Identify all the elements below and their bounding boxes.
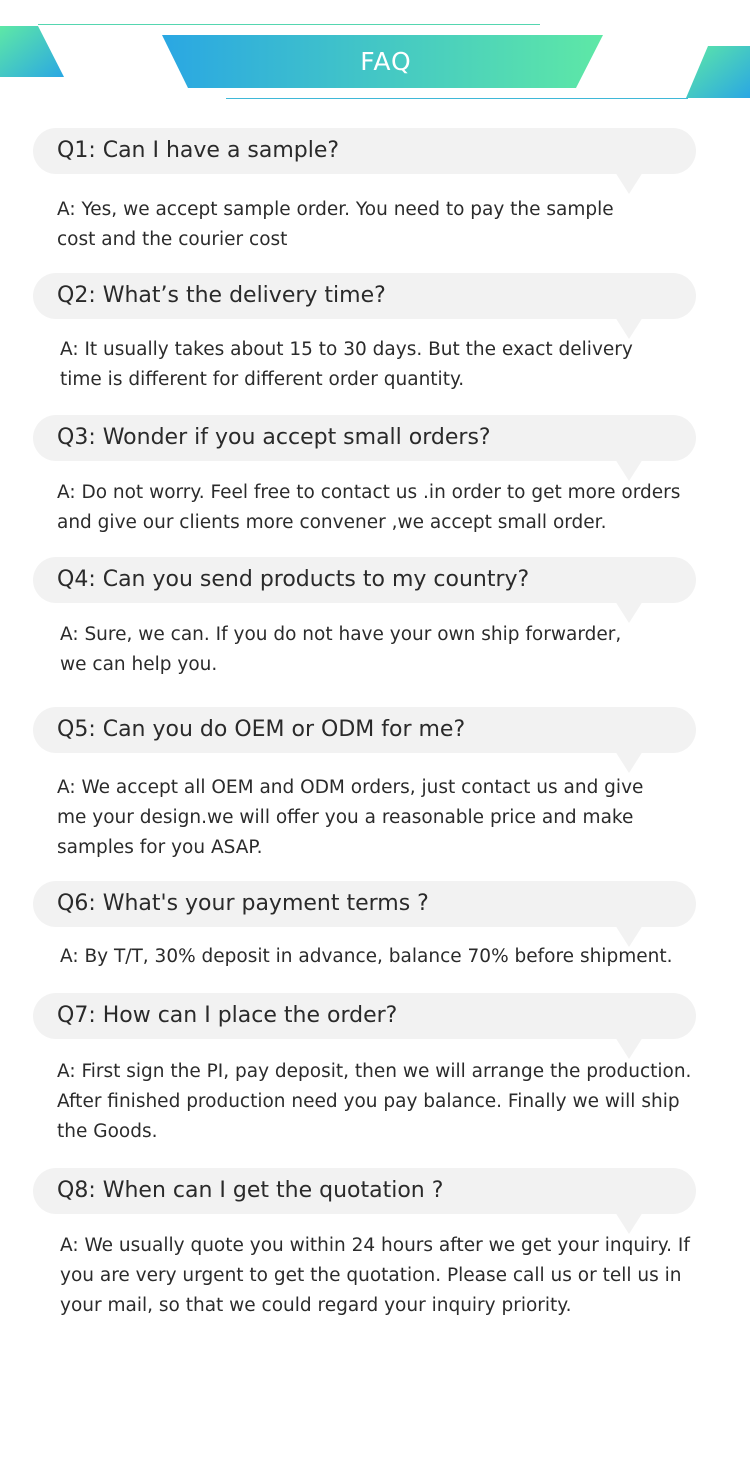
- faq-answer-6: [60, 942, 720, 972]
- faq-question-text: Q8: When can I get the quotation ?: [57, 1178, 444, 1203]
- faq-answer-line: A: Sure, we can. If you do not have your own ship forwarder,: [60, 624, 622, 645]
- faq-question-text: Q6: What's your payment terms ?: [57, 891, 429, 916]
- faq-question-6: [33, 881, 696, 927]
- faq-question-text: Q1: Can I have a sample?: [57, 138, 340, 163]
- faq-answer-line: we can help you.: [60, 654, 218, 675]
- faq-answer-line: A: We accept all OEM and ODM orders, just contact us and give: [57, 777, 644, 798]
- faq-question-text: Q3: Wonder if you accept small orders?: [57, 425, 491, 450]
- faq-answer-8: [60, 1231, 720, 1321]
- faq-answer-line: After finished production need you pay balance. Finally we will ship: [57, 1091, 680, 1112]
- faq-answer-2: [60, 335, 720, 395]
- faq-answer-3: [57, 478, 717, 538]
- faq-question-text: Q4: Can you send products to my country?: [57, 567, 530, 592]
- faq-question-3: [33, 415, 696, 461]
- faq-answer-line: your mail, so that we could regard your inquiry priority.: [60, 1295, 572, 1316]
- faq-question-text: Q2: What’s the delivery time?: [57, 283, 386, 308]
- faq-answer-line: and give our clients more convener ,we accept small order.: [57, 512, 607, 533]
- faq-answer-5: [57, 773, 717, 863]
- banner-right-shape: [686, 46, 750, 98]
- banner-left-shape: [0, 26, 64, 77]
- faq-answer-line: A: Do not worry. Feel free to contact us .in order to get more orders: [57, 482, 681, 503]
- faq-banner: [0, 0, 750, 110]
- faq-question-5: [33, 707, 696, 753]
- faq-question-8: [33, 1168, 696, 1214]
- faq-answer-line: the Goods.: [57, 1121, 158, 1142]
- faq-question-7: [33, 993, 696, 1039]
- faq-answer-line: A: Yes, we accept sample order. You need to pay the sample: [57, 199, 614, 220]
- faq-answer-line: A: By T/T, 30% deposit in advance, balance 70% before shipment.: [60, 946, 673, 967]
- page-title: FAQ: [360, 47, 412, 76]
- faq-answer-line: A: We usually quote you within 24 hours after we get your inquiry. If: [60, 1235, 690, 1256]
- faq-answer-line: me your design.we will offer you a reasonable price and make: [57, 807, 634, 828]
- faq-answer-line: time is different for different order quantity.: [60, 369, 465, 390]
- faq-question-text: Q5: Can you do OEM or ODM for me?: [57, 717, 466, 742]
- faq-answer-1: [57, 195, 717, 255]
- faq-answer-line: samples for you ASAP.: [57, 837, 263, 858]
- faq-answer-line: A: It usually takes about 15 to 30 days. But the exact delivery: [60, 339, 633, 360]
- faq-answer-line: A: First sign the PI, pay deposit, then we will arrange the production.: [57, 1061, 692, 1082]
- faq-answer-line: cost and the courier cost: [57, 229, 288, 250]
- faq-answer-7: [57, 1057, 717, 1147]
- faq-question-4: [33, 557, 696, 603]
- faq-question-2: [33, 273, 696, 319]
- faq-question-text: Q7: How can I place the order?: [57, 1003, 398, 1028]
- faq-answer-line: you are very urgent to get the quotation. Please call us or tell us in: [60, 1265, 682, 1286]
- faq-question-1: [33, 128, 696, 174]
- faq-answer-4: [60, 620, 720, 680]
